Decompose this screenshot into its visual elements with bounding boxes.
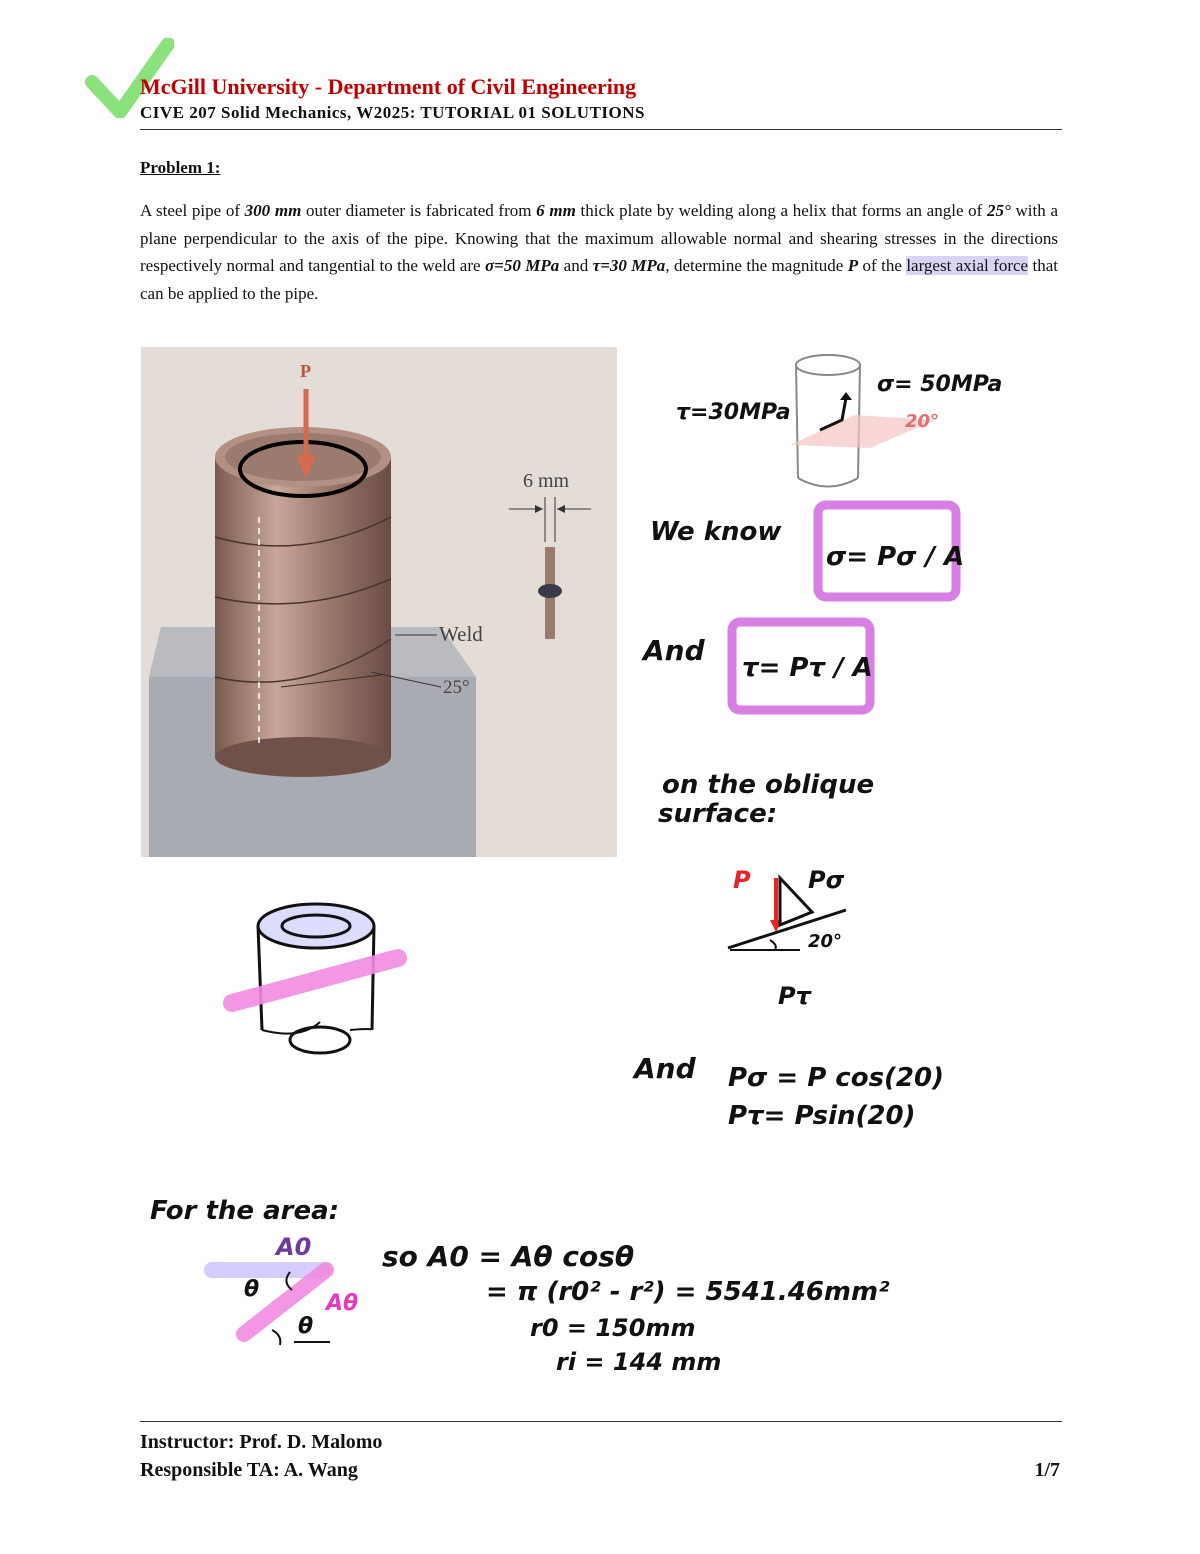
problem-statement: A steel pipe of 300 mm outer diameter is fabricated from 6 mm thick plate by welding along a helix that forms an angle of 25° with a plane perpendicular to the axis of the pipe. Knowing that the maximum allowable normal and shearing stresses in the directions respectively normal and tangential to the weld are σ=50 MPa and τ=30 MPa, determine the magnitude P of the largest axial force that can be applied to the pipe. (140, 201, 1059, 303)
footer-divider (140, 1421, 1062, 1422)
for-area-text: For the area: (150, 1196, 340, 1226)
university-line: McGill University - Department of Civil Engineering (140, 74, 637, 99)
and-text-2: And (634, 1052, 696, 1085)
problem-title: Problem 1: (140, 158, 221, 177)
oblique-text-2: surface: (658, 799, 778, 829)
p-red-label: P (733, 866, 751, 894)
and-text-1: And (643, 634, 705, 667)
angle-20-label: 20° (905, 411, 940, 432)
p-tau-label: Pτ (778, 982, 811, 1010)
eq-ptau: Pτ= Psin(20) (728, 1101, 916, 1131)
eq-area-line2: = π (r0² - r²) = 5541.46mm² (486, 1277, 890, 1307)
fig-thickness-label: 6 mm (523, 470, 570, 492)
formula-sigma: σ= Pσ / A (826, 542, 965, 572)
eq-area-line4: ri = 144 mm (556, 1348, 722, 1376)
page-number: 1/7 (1034, 1459, 1060, 1481)
theta-label-2: θ (298, 1314, 314, 1339)
fig-weld-label: Weld (439, 622, 483, 646)
a0-pink-label: Aθ (326, 1291, 359, 1316)
tau-label: τ=30MPa (676, 400, 791, 425)
theta-label-1: θ (244, 1277, 260, 1302)
p-sigma-label: Pσ (808, 866, 845, 894)
fig-angle-label: 25° (443, 677, 470, 698)
eq-area-line1: so A0 = Aθ cosθ (382, 1240, 635, 1273)
we-know-text: We know (650, 517, 782, 547)
course-line: CIVE 207 Solid Mechanics, W2025: TUTORIAL 01 SOLUTIONS (140, 103, 645, 122)
eq-psigma: Pσ = P cos(20) (728, 1063, 944, 1093)
a0-purple-label: A0 (276, 1233, 312, 1261)
footer-ta: Responsible TA: A. Wang (140, 1459, 358, 1481)
sketch-cylinder-large (232, 904, 398, 1053)
angle-20b-label: 20° (808, 931, 843, 952)
highlighted-phrase: largest axial force (906, 256, 1029, 275)
sigma-label: σ= 50MPa (877, 372, 1003, 397)
footer-instructor: Instructor: Prof. D. Malomo (140, 1431, 383, 1453)
fig-load-label: P (300, 361, 311, 381)
oblique-text-1: on the oblique (662, 770, 875, 800)
eq-area-line3: r0 = 150mm (530, 1314, 696, 1342)
formula-tau: τ= Pτ / A (742, 653, 873, 683)
